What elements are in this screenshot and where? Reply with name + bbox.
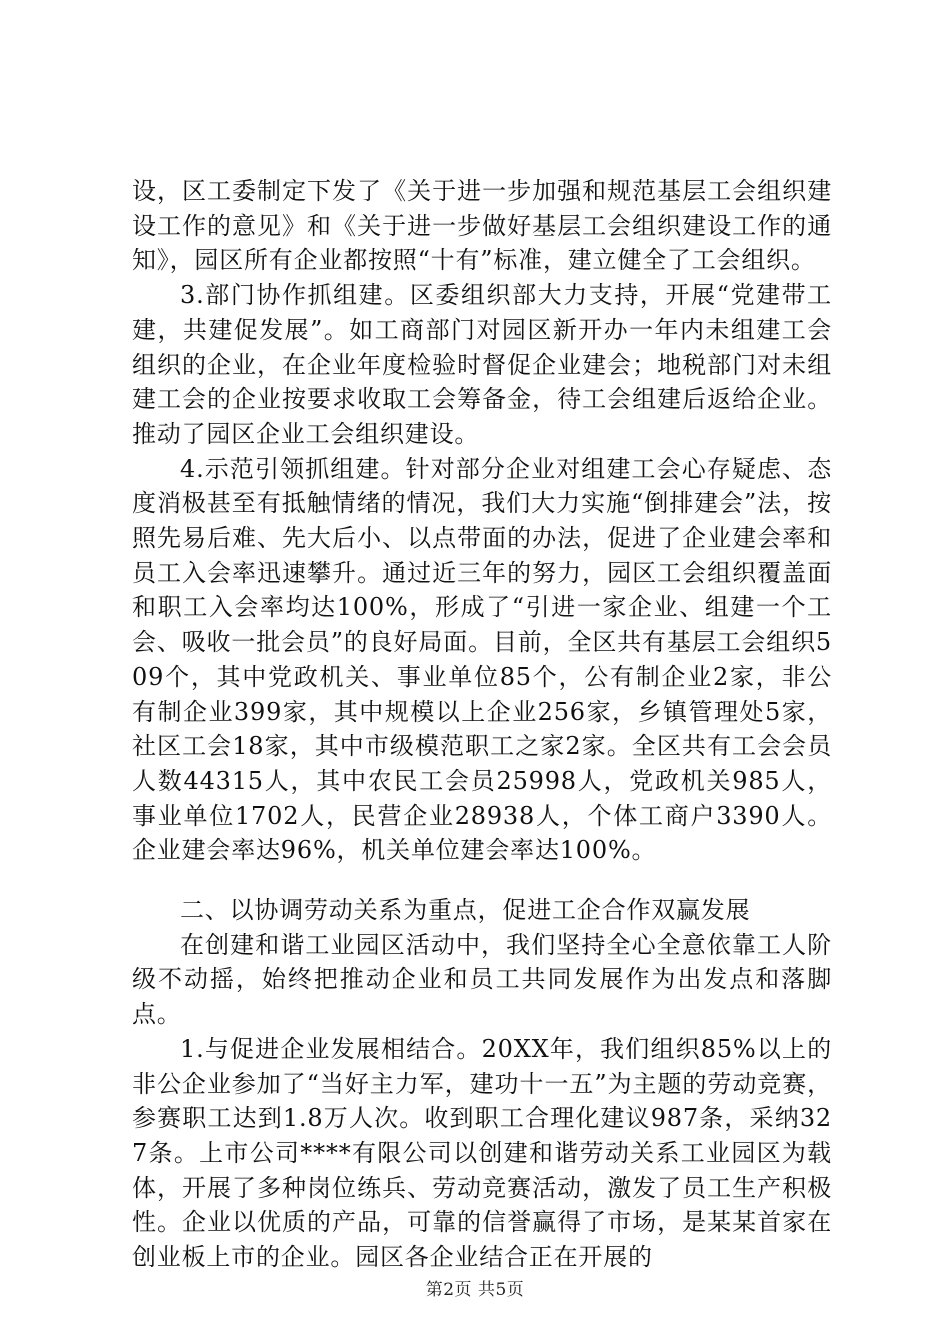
paragraph-item-1: 1.与促进企业发展相结合。20XX年，我们组织85%以上的非公企业参加了“当好主力军，建功十一五”为主题的劳动竞赛，参赛职工达到1.8万人次。收到职工合理化建议987条，采纳327条。上市公司****有限公司以创建和谐劳动关系工业园区为载体，开展了多种岗位练兵、劳动竞赛活动，激发了员工生产积极性。企业以优质的产品，可靠的信誉赢得了市场，是某某首家在创业板上市的企业。园区各企业结合正在开展的 (132, 1034, 832, 1272)
section-heading: 二、以协调劳动关系为重点，促进工企合作双赢发展 (180, 896, 751, 925)
paragraph-item-4: 4.示范引领抓组建。针对部分企业对组建工会心存疑虑、态度消极甚至有抵触情绪的情况，我们大力实施“倒排建会”法，按照先易后难、先大后小、以点带面的办法，促进了企业建会率和员工入会率迅速攀升。通过近三年的努力，园区工会组织覆盖面和职工入会率均达100%，形成了“引进一家企业、组建一个工会、吸收一批会员”的良好局面。目前，全区共有基层工会组织509个，其中党政机关、事业单位85个，公有制企业2家，非公有制企业399家，其中规模以上企业256家，乡镇管理处5家，社区工会18家，其中市级模范职工之家2家。全区共有工会会员人数44315人，其中农民工会员25998人，党政机关985人，事业单位1702人，民营企业28938人，个体工商户3390人。企业建会率达96%，机关单位建会率达100%。 (132, 454, 832, 865)
document-body (132, 174, 832, 1275)
page-footer: 第2页 共5页 (425, 1280, 525, 1300)
paragraph-continuation: 设，区工委制定下发了《关于进一步加强和规范基层工会组织建设工作的意见》和《关于进一步做好基层工会组织建设工作的通知》，园区所有企业都按照“十有”标准，建立健全了工会组织。 (132, 177, 832, 275)
paragraph-intro: 在创建和谐工业园区活动中，我们坚持全心全意依靠工人阶级不动摇，始终把推动企业和员工共同发展作为出发点和落脚点。 (132, 930, 832, 1029)
paragraph-item-3: 3.部门协作抓组建。区委组织部大力支持，开展“党建带工建，共建促发展”。如工商部门对园区新开办一年内未组建工会组织的企业，在企业年度检验时督促企业建会；地税部门对未组建工会的企业按要求收取工会筹备金，待工会组建后返给企业。推动了园区企业工会组织建设。 (132, 281, 832, 448)
